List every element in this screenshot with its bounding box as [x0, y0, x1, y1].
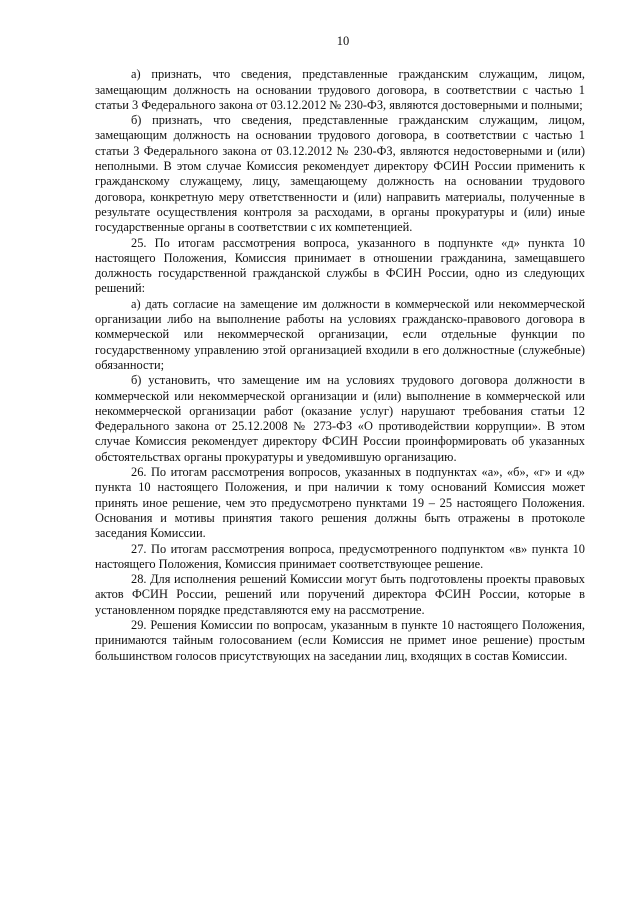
- paragraph-28: 28. Для исполнения решений Комиссии могут быть подготовлены проекты правовых актов ФСИН России, решений или поручений директора ФСИН России, которые в установленном порядке представляются ему на рассмотрение.: [95, 572, 585, 617]
- paragraph-25b: б) установить, что замещение им на условиях трудового договора должности в коммерческой или некоммерческой организации и (или) выполнение в коммерческой или некоммерческой организации работ (оказание услуг) нарушают требования статьи 12 Федерального закона от 25.12.2008 № 273-ФЗ «О противодействии коррупции». В этом случае Комиссия рекомендует директору ФСИН России проинформировать об указанных обстоятельствах органы прокуратуры и уведомившую организацию.: [95, 373, 585, 464]
- paragraph-29: 29. Решения Комиссии по вопросам, указанным в пункте 10 настоящего Положения, принимаются тайным голосованием (если Комиссия не примет иное решение) простым большинством голосов присутствующих на заседании лиц, входящих в состав Комиссии.: [95, 617, 585, 663]
- document-page: [95, 34, 585, 664]
- paragraph-24a: а) признать, что сведения, представленные гражданским служащим, лицом, замещающим должность на основании трудового договора, в соответствии с частью 1 статьи 3 Федерального закона от 03.12.2012 № 230-ФЗ, являются достоверными и полными;: [95, 67, 585, 112]
- paragraph-27: 27. По итогам рассмотрения вопроса, предусмотренного подпунктом «в» пункта 10 настоящего Положения, Комиссия принимает соответствующее решение.: [95, 541, 585, 571]
- paragraph-25: 25. По итогам рассмотрения вопроса, указанного в подпункте «д» пункта 10 настоящего Положения, Комиссия принимает в отношении гражданина, замещавшего должность государственной гражданской службы в ФСИН России, одно из следующих решений:: [95, 235, 585, 296]
- paragraph-24b: б) признать, что сведения, представленные гражданским служащим, лицом, замещающим должность на основании трудового договора, в соответствии с частью 1 статьи 3 Федерального закона от 03.12.2012 № 230-ФЗ, являются недостоверными и (или) неполными. В этом случае Комиссия рекомендует директору ФСИН России применить к гражданскому служащему, лицу, замещающему должность на основании трудового договора, конкретную меру ответственности и (или) направить материалы, полученные в результате осуществления контроля за расходами, в органы прокуратуры и (или) иные государственные органы в соответствии с их компетенцией.: [95, 113, 585, 235]
- paragraph-25a: а) дать согласие на замещение им должности в коммерческой или некоммерческой организации либо на выполнение работы на условиях гражданско-правового договора в коммерческой или некоммерческой организации, если отдельные функции по государственному управлению этой организацией входили в его должностные (служебные) обязанности;: [95, 296, 585, 372]
- page-number: 10: [336, 34, 350, 48]
- paragraph-26: 26. По итогам рассмотрения вопросов, указанных в подпунктах «а», «б», «г» и «д» пункта 10 настоящего Положения, и при наличии к тому оснований Комиссия может принять иное решение, чем это предусмотрено пунктами 19 – 25 настоящего Положения. Основания и мотивы принятия такого решения должны быть отражены в протоколе заседания Комиссии.: [95, 465, 585, 541]
